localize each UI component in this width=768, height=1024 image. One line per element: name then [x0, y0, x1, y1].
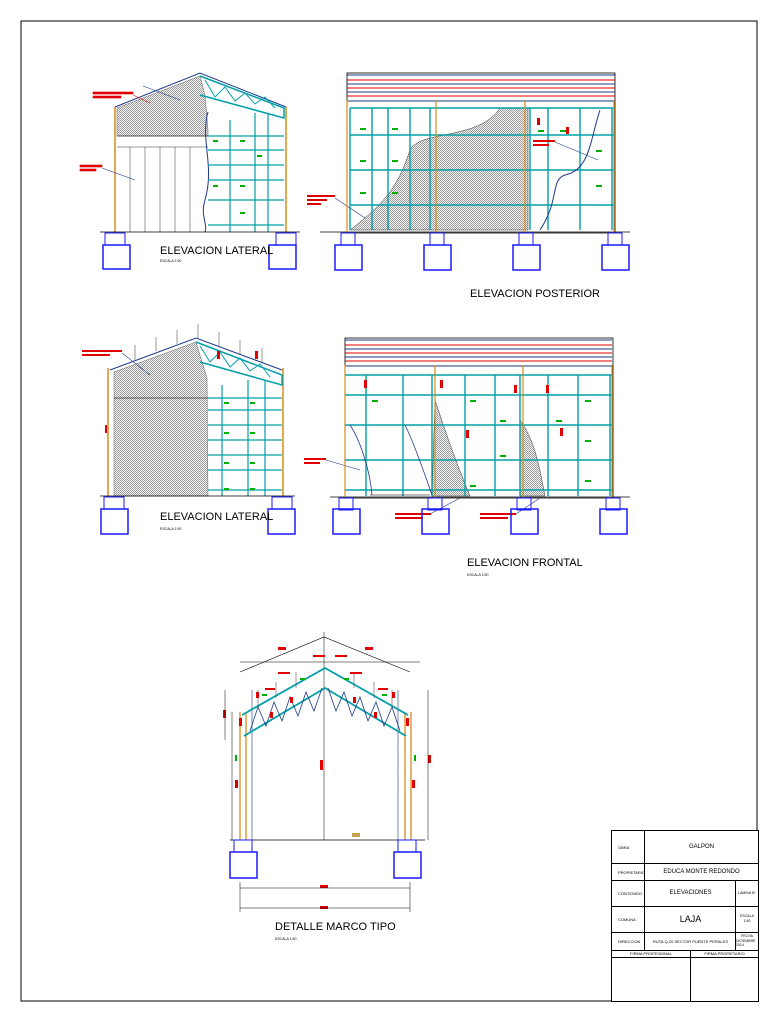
tb-obra-label: OBRA — [612, 831, 645, 863]
elevacion-posterior — [307, 73, 630, 300]
tb-contenido-row — [612, 880, 758, 907]
tb-fecha-label: FECHA — [741, 934, 753, 939]
tb-contenido-value: ELEVACIONES — [669, 890, 712, 896]
tb-obra-row — [612, 831, 758, 864]
elevacion-lateral-2 — [82, 324, 295, 534]
tb-propietario-label: PROPIETARIO — [612, 863, 645, 880]
detalle-marco-tipo — [223, 632, 431, 941]
tb-signature-divider — [612, 957, 758, 958]
tb-comuna-value: LAJA — [679, 914, 702, 924]
tb-firma-propietario: FIRMA PROPIETARIO — [704, 951, 745, 956]
tb-fecha-value: DICIEMBRE 2014 — [736, 938, 756, 948]
tb-escala-cell — [735, 906, 758, 932]
frontal-scale: ESCALA 1:50 — [467, 573, 489, 577]
lateral-2-title: ELEVACION LATERAL — [160, 511, 274, 523]
tb-obra-value: GALPON — [688, 844, 714, 850]
tb-direccion-value: RUTA Q-20 SECTOR PUENTE PERALES — [653, 938, 728, 944]
posterior-title: ELEVACION POSTERIOR — [470, 288, 600, 300]
marco-scale: ESCALA 1:50 — [275, 937, 297, 941]
tb-comuna-label: COMUNA — [612, 906, 645, 932]
elevacion-frontal — [304, 338, 630, 577]
tb-lamina-cell — [735, 880, 758, 906]
tb-lamina-label: LAMINA N° — [738, 890, 756, 895]
lateral-1-title: ELEVACION LATERAL — [160, 245, 274, 257]
tb-direccion-row — [612, 932, 758, 951]
lateral-1-scale: ESCALA 1:50 — [160, 259, 182, 263]
tb-propietario-row — [612, 863, 758, 881]
frontal-title: ELEVACION FRONTAL — [467, 557, 583, 569]
tb-comuna-row — [612, 906, 758, 933]
title-block — [611, 830, 759, 1002]
tb-contenido-label: CONTENIDO — [612, 880, 645, 906]
tb-propietario-value: EDUCA MONTE REDONDO — [663, 868, 740, 875]
marco-title: DETALLE MARCO TIPO — [275, 921, 396, 933]
tb-fecha-cell — [735, 932, 758, 950]
lateral-2-scale: ESCALA 1:50 — [160, 527, 182, 531]
tb-firma-profesional: FIRMA PROFESIONAL — [612, 951, 691, 1001]
tb-escala-label: ESCALA — [740, 914, 754, 919]
tb-escala-value: 1:50 — [743, 919, 751, 923]
tb-direccion-label: DIRECCION — [612, 932, 645, 950]
elevacion-lateral-1 — [80, 73, 300, 269]
